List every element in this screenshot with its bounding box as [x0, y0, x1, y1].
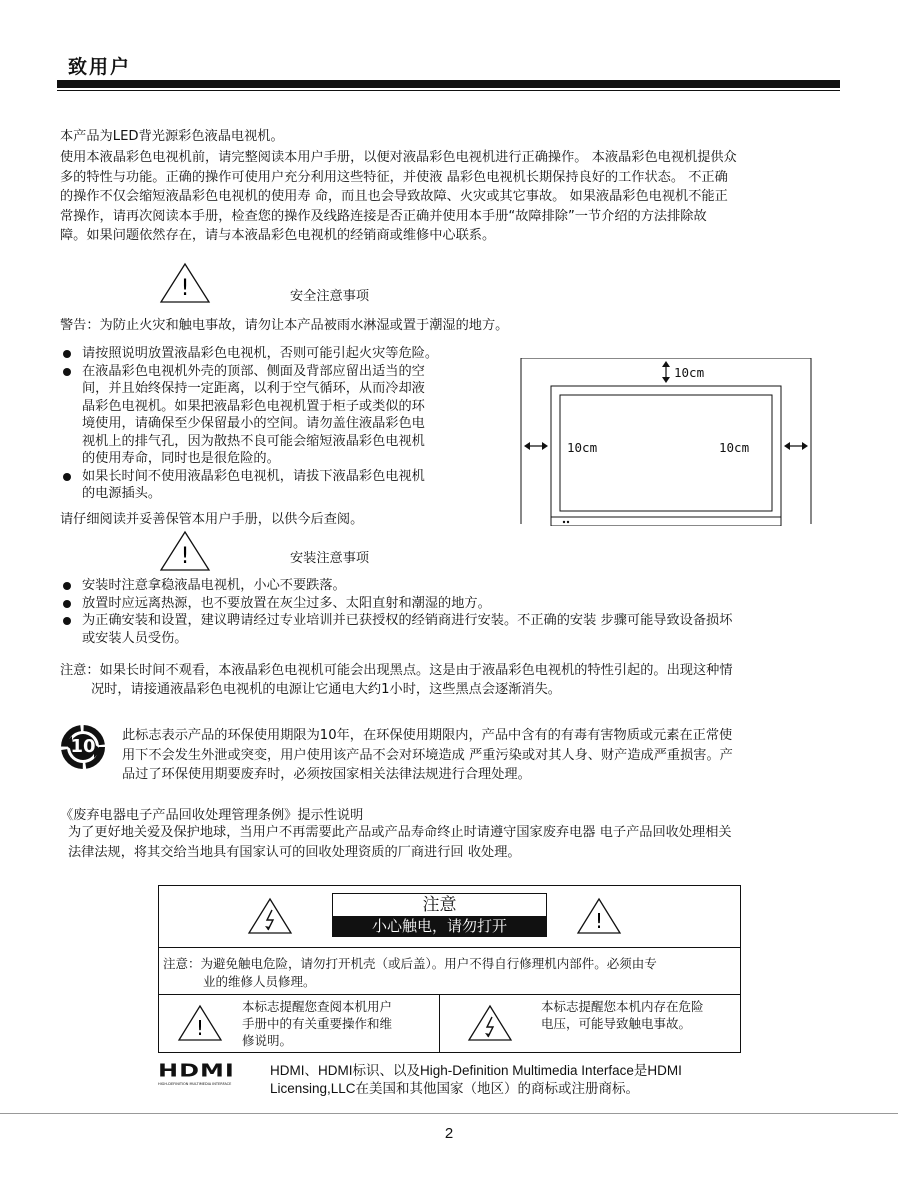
intro-line: 本产品为LED背光源彩色液晶电视机。 [60, 129, 284, 144]
intro-para-line: 障。如果问题依然存在，请与本液晶彩色电视机的经销商或维修中心联系。 [60, 228, 496, 243]
warning-triangle-icon [159, 530, 211, 572]
caution-divider [159, 947, 740, 948]
eco-period-badge [60, 724, 106, 770]
high-voltage-icon [467, 1004, 513, 1042]
svg-text:!: ! [195, 1016, 205, 1040]
title-rule-thin [57, 90, 840, 91]
keep-manual-note: 请仔细阅读并妥善保管本用户手册，以供今后查阅。 [60, 512, 364, 527]
svg-text:!: ! [594, 909, 604, 933]
list-item: 如果长时间不使用液晶彩色电视机，请拔下液晶彩色电视机 的电源插头。 [60, 468, 490, 503]
exclamation-triangle-icon [177, 1004, 223, 1042]
voltage-reminder-text: 本标志提醒您本机内存在危险 电压，可能导致触电事故。 [541, 999, 704, 1031]
blackspot-note: 注意：如果长时间不观看，本液晶彩色电视机可能会出现黑点。这是由于液晶彩色电视机的特性引起的。出现这种情 况时，请接通液晶彩色电视机的电源让它通电大约1小时，这些黑点会逐渐消失。 [60, 663, 733, 697]
hdmi-trademark: HDMI、HDMI标识、以及High-Definition Multimedia Interface是HDMI Licensing,LLC在美国和其他国家（地区）的商标或注册商标。 [270, 1063, 682, 1096]
clearance-diagram [520, 358, 812, 526]
manual-reminder-text: 本标志提醒您查阅本机用户 手册中的有关重要操作和维 修说明。 [242, 999, 393, 1048]
high-voltage-icon [247, 897, 293, 935]
caution-box [158, 885, 741, 1053]
caution-subtitle: 小心触电，请勿打开 [333, 916, 546, 936]
page-title: 致用户 [68, 56, 132, 78]
intro-para-line: 多的特性与功能。正确的操作可使用户充分利用这些特征，并使液 晶彩色电视机长期保持良好的工作状态。 不正确 [60, 169, 728, 185]
recycle-text: 为了更好地关爱及保护地球，当用户不再需要此产品或产品寿命终止时请遵守国家废弃电器 电子产品回收处理相关 法律法规，将其交给当地具有国家认可的回收处理资质的厂商进行回 收处理。 [68, 825, 732, 860]
caution-divider [159, 994, 740, 995]
recycle-title: 《废弃电器电子产品回收处理管理条例》提示性说明 [60, 808, 364, 823]
hdmi-logo-tagline: HIGH-DEFINITION MULTIMEDIA INTERFACE [158, 1082, 232, 1086]
eco-badge-number: 10 [70, 736, 96, 757]
install-bullets [60, 577, 850, 647]
page-number: 2 [444, 1125, 454, 1142]
safety-bullets [60, 345, 490, 503]
svg-text:!: ! [180, 544, 190, 569]
warning-triangle-icon [159, 262, 211, 304]
intro-para-line: 的操作不仅会缩短液晶彩色电视机的使用寿 命，而且也会导致故障、火灾或其它事故。 如果液晶彩色电视机不能正 [60, 189, 728, 204]
exclamation-triangle-icon [576, 897, 622, 935]
caution-label [332, 893, 547, 937]
intro-para-line: 使用本液晶彩色电视机前，请完整阅读本用户手册，以便对液晶彩色电视机进行正确操作。 本液晶彩色电视机提供众 [60, 150, 737, 165]
safety-warning: 警告：为防止火灾和触电事故，请勿让本产品被雨水淋湿或置于潮湿的地方。 [60, 318, 509, 333]
list-item: 在液晶彩色电视机外壳的顶部、侧面及背部应留出适当的空 间，并且始终保持一定距离，以利于空气循环，从而冷却液 晶彩色电视机。如果把液晶彩色电视机置于柜子或类似的环 境使用，请确保至少保留最小的空间。请勿盖住液晶彩色电 视机上的排气孔，因为散热不良可能会缩短液晶彩色电视机 的使用寿命，同时也是很危险的。 [60, 363, 490, 468]
right-gap-label: 10cm [719, 440, 750, 455]
caution-column-divider [439, 994, 440, 1052]
eco-text: 此标志表示产品的环保使用期限为10年，在环保使用期限内，产品中含有的有毒有害物质或元素在正常使 用下不会发生外泄或突变，用户使用该产品不会对环境造成 严重污染或对其人身、财产造成严重损害。产 品过了环保使用期要废弃时，必须按国家相关法律法规进行合理处理。 [122, 728, 733, 782]
title-rule [57, 80, 840, 88]
intro-paragraph [60, 148, 737, 246]
list-item: 请按照说明放置液晶彩色电视机，否则可能引起火灾等危险。 [60, 345, 490, 363]
clearance-diagram-svg [520, 358, 812, 526]
intro-para-line: 常操作，请再次阅读本手册，检查您的操作及线路连接是否正确并使用本手册“故障排除”一节介绍的方法排除故 [60, 208, 707, 224]
safety-heading: 安全注意事项 [290, 289, 370, 304]
caution-title: 注意 [422, 895, 457, 915]
caution-note: 注意：为避免触电危险，请勿打开机壳（或后盖）。用户不得自行修理机内部件。必须由专 业的维修人员修理。 [163, 956, 657, 989]
list-item: 安装时注意拿稳液晶电视机，小心不要跌落。 [60, 577, 850, 595]
list-item: 为正确安装和设置，建议聘请经过专业培训并已获授权的经销商进行安装。不正确的安装 步骤可能导致设备损坏 或安装人员受伤。 [60, 612, 850, 647]
top-gap-label: 10cm [674, 365, 705, 380]
hdmi-logo-text: HDMI [158, 1059, 235, 1081]
left-gap-label: 10cm [567, 440, 598, 455]
svg-text:!: ! [180, 276, 190, 301]
list-item: 放置时应远离热源，也不要放置在灰尘过多、太阳直射和潮湿的地方。 [60, 595, 850, 613]
install-heading: 安装注意事项 [290, 551, 370, 566]
footer-rule [0, 1113, 898, 1114]
hdmi-logo [158, 1059, 262, 1092]
